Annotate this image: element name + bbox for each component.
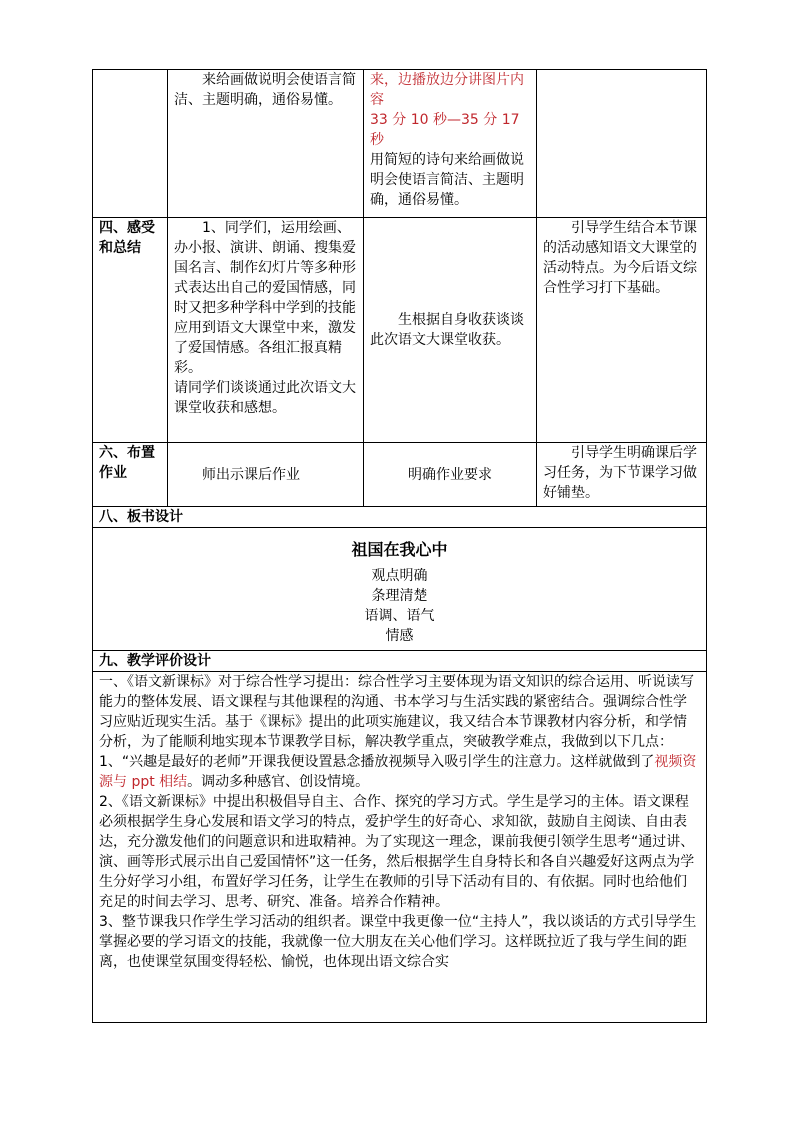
teacher-activity-text: 来给画做说明会使语言简洁、主题明确，通俗易懂。 xyxy=(174,72,356,108)
table-row xyxy=(93,651,707,672)
section-heading: 四、感受和总结 xyxy=(93,218,168,443)
table-row xyxy=(93,443,707,507)
table-row xyxy=(93,218,707,443)
evaluation-cell xyxy=(93,672,707,1023)
board-line: 语调、语气 xyxy=(364,608,435,624)
video-timestamp: 33 分 10 秒—35 分 17 秒 xyxy=(370,112,520,148)
student-activity-text: 用简短的诗句来给画做说明会使语言简洁、主题明确，通俗易懂。 xyxy=(370,152,524,208)
table-row xyxy=(93,672,707,1023)
teacher-activity-cell xyxy=(168,218,364,443)
design-intent-cell xyxy=(537,443,707,507)
evaluation-paragraph: 3、整节课我只作学生学习活动的组织者。课堂中我更像一位“主持人”，我以谈话的方式引导学生掌握必要的学习语文的技能，我就像一位大朋友在关心他们学习。这样既拉近了我与学生间的距离，也使课堂氛围变得轻松、愉悦，也体现出语文综合实 xyxy=(99,914,697,970)
evaluation-heading: 九、教学评价设计 xyxy=(93,651,707,672)
evaluation-text: 1、“兴趣是最好的老师”开课我便设置悬念播放视频导入吸引学生的注意力。这样就做到了 xyxy=(99,754,655,770)
teacher-activity-cell xyxy=(168,443,364,507)
design-intent-cell xyxy=(537,70,707,218)
table-row xyxy=(93,507,707,528)
highlight-text: 来，边播放边分讲图片内容 xyxy=(370,72,524,108)
board-line: 观点明确 xyxy=(371,568,428,584)
evaluation-paragraph xyxy=(99,752,700,792)
teacher-activity-text: 请同学们谈谈通过此次语文大课堂收获和感想。 xyxy=(174,380,356,416)
teacher-activity-text: 1、同学们，运用绘画、办小报、演讲、朗诵、搜集爱国名言、制作幻灯片等多种形式表达出自己的爱国情感，同时又把多种学科中学到的技能应用到语文大课堂中来，激发了爱国情感。各组汇报真精彩。 xyxy=(174,220,356,376)
lesson-plan-table xyxy=(92,69,707,1023)
design-intent-text: 引导学生明确课后学习任务，为下节课学习做好铺垫。 xyxy=(543,445,697,501)
student-activity-cell xyxy=(364,70,537,218)
board-design-heading: 八、板书设计 xyxy=(93,507,707,528)
table-row xyxy=(93,528,707,651)
student-activity-cell xyxy=(364,443,537,507)
board-line: 条理清楚 xyxy=(371,588,428,604)
section-heading-cell xyxy=(93,70,168,218)
highlight-text: 视频资源与 ppt 相结 xyxy=(99,754,697,790)
student-activity-text: 生根据自身收获谈谈此次语文大课堂收获。 xyxy=(370,312,524,348)
section-heading: 六、布置作业 xyxy=(93,443,168,507)
table-row xyxy=(93,70,707,218)
board-title: 祖国在我心中 xyxy=(351,540,448,559)
evaluation-paragraph: 一、《语文新课标》对于综合性学习提出：综合性学习主要体现为语文知识的综合运用、听说读写能力的整体发展、语文课程与其他课程的沟通、书本学习与生活实践的紧密结合。强调综合性学习应贴近现实生活。基于《课标》提出的此项实施建议，我又结合本节课教材内容分析，和学情分析，为了能顺利地实现本节课教学目标，解决教学重点，突破教学难点，我做到以下几点： xyxy=(99,674,694,750)
teacher-activity-cell xyxy=(168,70,364,218)
evaluation-text: 。调动多种感官、创设情境。 xyxy=(187,774,370,790)
teacher-activity-text: 师出示课后作业 xyxy=(202,466,300,483)
design-intent-cell xyxy=(537,218,707,443)
document-page xyxy=(92,69,706,1039)
student-activity-text: 明确作业要求 xyxy=(408,466,492,483)
board-line: 情感 xyxy=(385,628,414,644)
design-intent-text: 引导学生结合本节课的活动感知语文大课堂的活动特点。为今后语文综合性学习打下基础。 xyxy=(543,220,697,296)
board-design-cell xyxy=(93,528,707,651)
student-activity-cell xyxy=(364,218,537,443)
evaluation-paragraph: 2、《语文新课标》中提出积极倡导自主、合作、探究的学习方式。学生是学习的主体。语文课程必须根据学生身心发展和语文学习的特点，爱护学生的好奇心、求知欲，鼓励自主阅读、自由表达，充分激发他们的问题意识和进取精神。为了实现这一理念，课前我便引领学生思考“通过讲、演、画等形式展示出自己爱国情怀”这一任务，然后根据学生自身特长和各自兴趣爱好这两点为学生分好学习小组，布置好学习任务，让学生在教师的引导下活动有目的、有依据。同时也给他们充足的时间去学习、思考、研究、准备。培养合作精神。 xyxy=(99,794,695,910)
